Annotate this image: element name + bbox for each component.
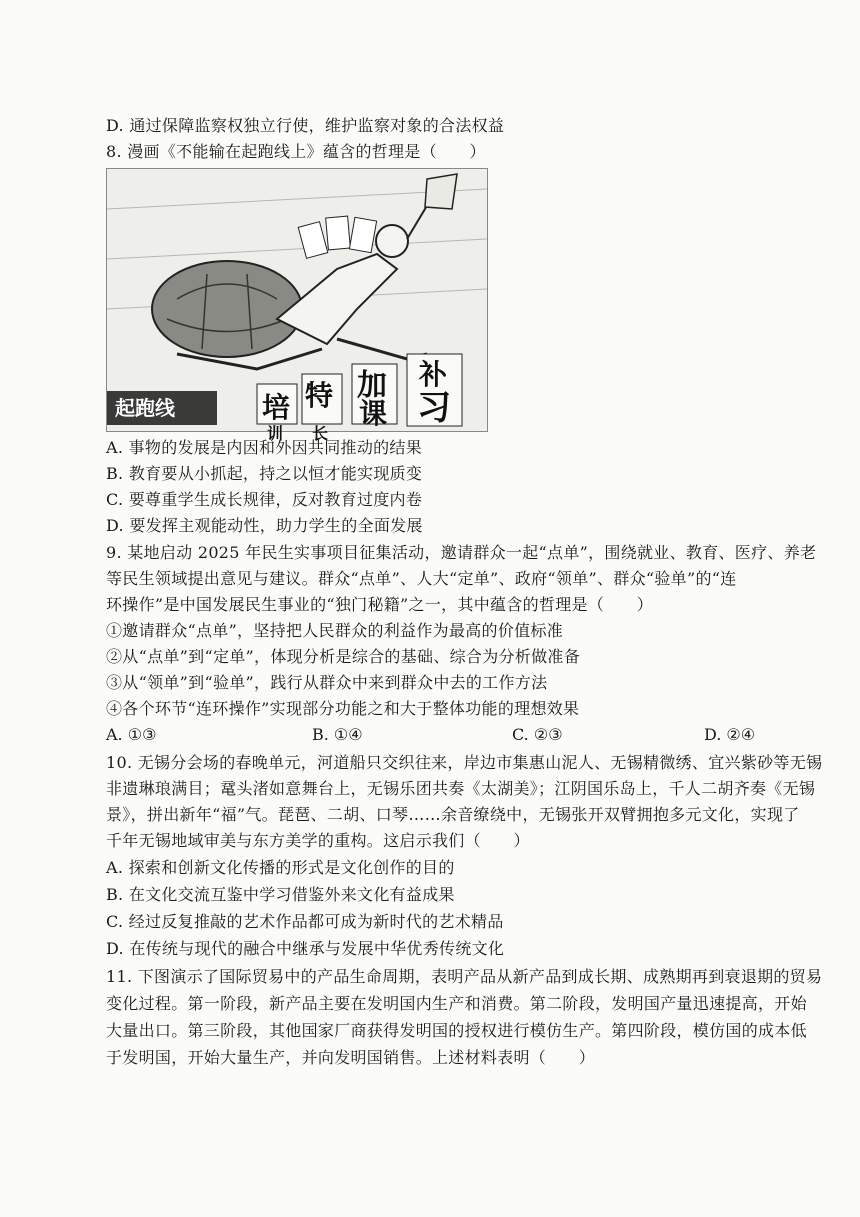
q9-choice-b: B. ①④ (312, 725, 363, 744)
sign-bu: 补 (419, 358, 448, 391)
q9-stem-line-3: 环操作”是中国发展民生事业的“独门秘籍”之一，其中蕴含的哲理是（ ） (106, 595, 654, 614)
q8-option-d: D. 要发挥主观能动性，助力学生的全面发展 (106, 516, 423, 535)
sign-xi: 习 (417, 388, 451, 428)
q9-choices (106, 722, 820, 748)
sign-chang: 长 (312, 424, 329, 443)
q8-stem: 8. 漫画《不能输在起跑线上》蕴含的哲理是（ ） (106, 142, 486, 161)
q9-choice-d: D. ②④ (704, 725, 756, 744)
q9-statement-1: ①邀请群众“点单”，坚持把人民群众的利益作为最高的价值标准 (106, 621, 564, 640)
q9-stem-line-1: 9. 某地启动 2025 年民生实事项目征集活动，邀请群众一起“点单”，围绕就业、教育、医疗、养老 (106, 543, 817, 562)
q11-stem-line-4: 于发明国，开始大量生产，并向发明国销售。上述材料表明（ ） (106, 1048, 596, 1067)
q10-stem-line-4: 千年无锡地域审美与东方美学的重构。这启示我们（ ） (106, 831, 530, 850)
sign-jia: 加 (357, 368, 387, 403)
q9-statement-4: ④各个环节“连环操作”实现部分功能之和大于整体功能的理想效果 (106, 699, 580, 718)
start-line-label: 起跑线 (115, 396, 175, 420)
cartoon-drawing (107, 169, 487, 443)
sign-pei: 培 (262, 391, 291, 424)
q10-stem-line-3: 景》，拼出新年“福”气。琵琶、二胡、口琴……余音缭绕中，无锡张开双臂拥抱多元文化，实现了 (106, 805, 800, 824)
cartoon-image (106, 168, 488, 443)
q10-option-b: B. 在文化交流互鉴中学习借鉴外来文化有益成果 (106, 885, 455, 904)
q11-stem-line-2: 变化过程。第一阶段，新产品主要在发明国内生产和消费。第二阶段，发明国产量迅速提高，开始 (106, 994, 807, 1013)
sign-ke: 课 (359, 397, 388, 430)
q10-option-a: A. 探索和创新文化传播的形式是文化创作的目的 (106, 858, 455, 877)
q11-stem-line-3: 大量出口。第三阶段，其他国家厂商获得发明国的授权进行模仿生产。第四阶段，模仿国的成本低 (106, 1021, 807, 1040)
sign-te: 特 (305, 379, 334, 412)
q9-statement-2: ②从“点单”到“定单”，体现分析是综合的基础、综合为分析做准备 (106, 647, 581, 666)
q10-stem-line-2: 非遗琳琅满目；鼋头渚如意舞台上，无锡乐团共奏《太湖美》；江阴国乐岛上，千人二胡齐奏《无锡 (106, 779, 816, 798)
q9-stem-line-2: 等民生领域提出意见与建议。群众“点单”、人大“定单”、政府“领单”、群众“验单”的“连 (106, 569, 737, 588)
q9-statement-3: ③从“领单”到“验单”，践行从群众中来到群众中去的工作方法 (106, 673, 548, 692)
q10-option-d: D. 在传统与现代的融合中继承与发展中华优秀传统文化 (106, 939, 505, 958)
q8-option-b: B. 教育要从小抓起，持之以恒才能实现质变 (106, 464, 423, 483)
q8-option-c: C. 要尊重学生成长规律，反对教育过度内卷 (106, 490, 423, 509)
q11-stem-line-1: 11. 下图演示了国际贸易中的产品生命周期，表明产品从新产品到成长期、成熟期再到衰退期的贸易 (106, 967, 823, 986)
sign-xun: 训 (267, 424, 284, 443)
q10-option-c: C. 经过反复推敲的艺术作品都可成为新时代的艺术精品 (106, 912, 504, 931)
q7-option-d: D. 通过保障监察权独立行使，维护监察对象的合法权益 (106, 116, 505, 135)
q10-stem-line-1: 10. 无锡分会场的春晚单元，河道船只交织往来，岸边市集惠山泥人、无锡精微绣、宜兴紫砂等无锡 (106, 753, 823, 772)
q9-choice-c: C. ②③ (512, 725, 563, 744)
q9-choice-a: A. ①③ (106, 725, 157, 744)
q8-option-a: A. 事物的发展是内因和外因共同推动的结果 (106, 438, 423, 457)
